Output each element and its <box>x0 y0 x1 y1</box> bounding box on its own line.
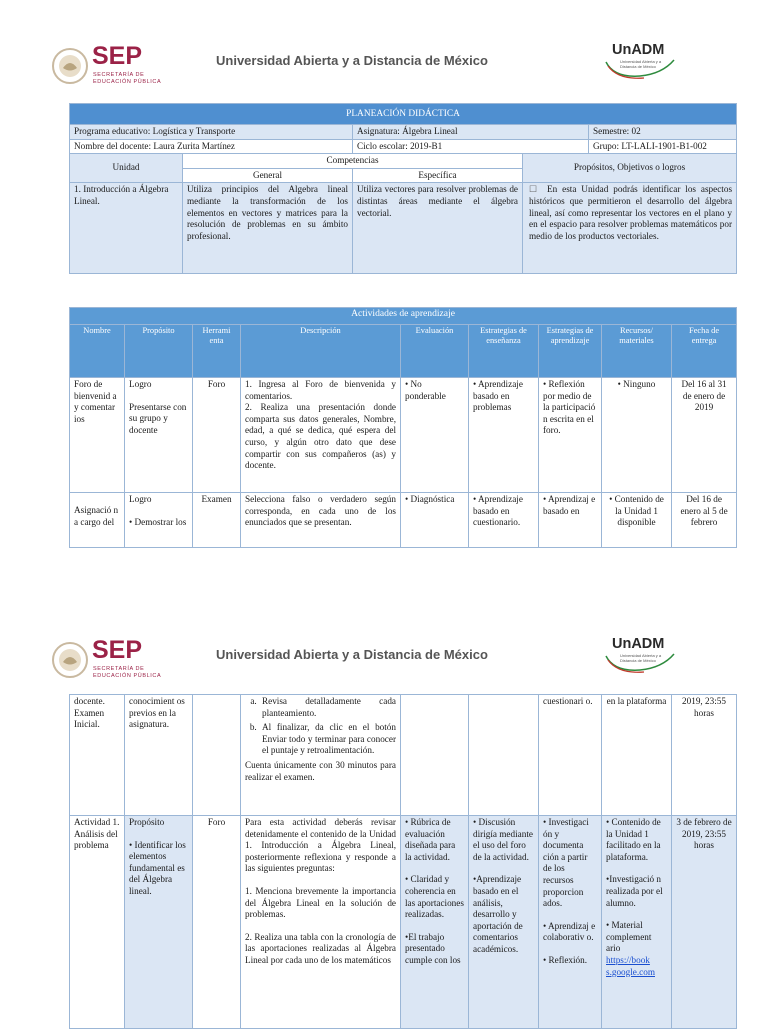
row2c-nombre: docente. Examen Inicial. <box>70 695 125 816</box>
asignatura-cell: Asignatura: Álgebra Lineal <box>353 125 589 140</box>
competencias-header: Competencias <box>183 154 523 169</box>
especifica-value: Utiliza vectores para resolver problemas de distintas áreas mediante el álgebra vectorial. <box>353 183 523 274</box>
row1-herramienta: Foro <box>193 378 241 493</box>
row2c-evaluacion <box>401 695 469 816</box>
row3-desc-1: Para esta actividad deberás revisar detenidamente el contenido de la Unidad 1. Introducción a Álgebra Lineal, posteriormente reflexiona y responde a las siguientes preguntas: <box>245 817 396 874</box>
row3-eval-2: • Claridad y coherencia en las aportaciones realizadas. <box>405 874 464 920</box>
row3-rec-3: • Material complement ario <box>606 920 652 954</box>
col-estrategias-aprendizaje: Estrategias de aprendizaje <box>539 325 602 378</box>
row2-herramienta: Examen <box>193 493 241 548</box>
unidad-value: 1. Introducción a Álgebra Lineal. <box>70 183 183 274</box>
row3-ens <box>469 816 539 1029</box>
mexico-coat-of-arms-icon <box>50 640 90 680</box>
row3-ens-1: • Discusión dirigía mediante el uso del foro de la actividad. <box>473 817 533 862</box>
row2c-desc-a: a. Revisa detalladamente cada planteamiento. <box>259 696 396 719</box>
especifica-header: Específica <box>353 168 523 183</box>
sep-sub-line-2: EDUCACIÓN PÚBLICA <box>93 79 162 85</box>
unadm-subtitle: Universidad Abierta y a Distancia de México <box>620 653 662 663</box>
row3-eval-1: • Rúbrica de evaluación diseñada para la actividad. <box>405 817 456 862</box>
row2-evaluacion: • Diagnóstica <box>401 493 469 548</box>
grupo-cell: Grupo: LT-LALI-1901-B1-002 <box>589 139 737 154</box>
university-title: Universidad Abierta y a Distancia de México <box>216 647 488 662</box>
unadm-logo <box>600 42 680 88</box>
row3-recursos <box>602 816 672 1029</box>
row2-proposito-label: Logro <box>129 494 152 504</box>
row1-evaluacion: • No ponderable <box>401 378 469 493</box>
col-descripcion: Descripción <box>241 325 401 378</box>
unadm-swoosh-icon <box>604 650 676 674</box>
row2-proposito <box>125 493 193 548</box>
row2-nombre-text: Asignació n a cargo del <box>74 505 119 527</box>
row1-recursos: • Ninguno <box>602 378 672 493</box>
sep-sub-line-2: EDUCACIÓN PÚBLICA <box>93 673 162 679</box>
row1-nombre: Foro de bienvenid a y comentar ios <box>70 378 125 493</box>
row3-rec-2: •Investigació n realizada por el alumno. <box>606 874 663 908</box>
row1-apr: • Reflexión por medio de la participació n escrita en el foro. <box>539 378 602 493</box>
row3-apr-3: • Reflexión. <box>543 954 588 965</box>
row2c-descripcion <box>241 695 401 816</box>
row2-proposito-text: • Demostrar los <box>129 516 187 527</box>
sep-wordmark: SEP <box>92 42 143 70</box>
planeacion-table <box>69 103 737 274</box>
unadm-logo <box>600 636 680 682</box>
row2-ens: • Aprendizaje basado en cuestionario. <box>469 493 539 548</box>
col-herramienta: Herrami enta <box>193 325 241 378</box>
row2c-desc-b: b. Al finalizar, da clic en el botón Enviar todo y terminar para conocer el puntaje y retroalimentación. <box>259 722 396 757</box>
general-value: Utiliza principios del Algebra lineal mediante la transformación de los elementos en vectores y matrices para la resolución de problemas en su ámbito profesional. <box>183 183 353 274</box>
unadm-swoosh-icon <box>604 56 676 80</box>
row1-ens: • Aprendizaje basado en problemas <box>469 378 539 493</box>
sep-wordmark: SEP <box>92 636 143 664</box>
row2-fecha: Del 16 de enero al 5 de febrero <box>672 493 737 548</box>
docente-cell: Nombre del docente: Laura Zurita Martínez <box>70 139 353 154</box>
planeacion-title: PLANEACIÓN DIDÁCTICA <box>70 104 737 125</box>
row2c-proposito: conocimient os previos en la asignatura. <box>125 695 193 816</box>
sep-logo <box>50 636 170 686</box>
row3-proposito-label: Propósito <box>129 817 165 827</box>
actividades-table-continued <box>69 694 737 1029</box>
row3-proposito <box>125 816 193 1029</box>
table-row <box>70 695 737 816</box>
row1-fecha: Del 16 al 31 de enero de 2019 <box>672 378 737 493</box>
row3-desc-3: 2. Realiza una tabla con la cronología de las aportaciones realizadas al Álgebra Lineal por cada uno de los matemáticos <box>245 931 396 965</box>
row3-proposito-text: • Identificar los elementos fundamental es del Álgebra lineal. <box>129 839 186 896</box>
propositos-text: En esta Unidad podrás identificar los aspectos históricos que permitieron el desarrollo del álgebra lineal, así como representar los vectores en el plano y en el espacio para resolver problemas matemáticos por medio de los productos vectoriales. <box>529 184 733 241</box>
sep-logo <box>50 42 170 92</box>
row3-rec-1: • Contenido de la Unidad 1 facilitado en la plataforma. <box>606 817 661 862</box>
row2c-desc-c: Cuenta únicamente con 30 minutos para realizar el examen. <box>245 759 396 782</box>
col-recursos: Recursos/ materiales <box>602 325 672 378</box>
checkbox-icon: ☐ <box>529 184 548 195</box>
unadm-wordmark: UnADM <box>612 42 665 58</box>
col-estrategias-ensenanza: Estrategias de enseñanza <box>469 325 539 378</box>
propositos-header: Propósitos, Objetivos o logros <box>523 154 737 183</box>
unidad-header: Unidad <box>70 154 183 183</box>
sep-sub-line-1: SECRETARÍA DE <box>93 666 145 672</box>
row3-apr-1: • Investigaci ón y documenta ción a partir de los recursos proporcion ados. <box>543 817 589 909</box>
row3-desc-2: 1. Menciona brevemente la importancia del Álgebra Lineal en la solución de problemas. <box>245 885 396 920</box>
row1-descripcion <box>241 378 401 493</box>
programa-cell: Programa educativo: Logística y Transporte <box>70 125 353 140</box>
row2-recursos: • Contenido de la Unidad 1 disponible <box>602 493 672 548</box>
row3-descripcion <box>241 816 401 1029</box>
general-header: General <box>183 168 353 183</box>
col-evaluacion: Evaluación <box>401 325 469 378</box>
row2-apr: • Aprendizaj e basado en <box>539 493 602 548</box>
propositos-value <box>523 183 737 274</box>
col-proposito: Propósito <box>125 325 193 378</box>
row2c-ens <box>469 695 539 816</box>
row2c-fecha: 2019, 23:55 horas <box>672 695 737 816</box>
unadm-subtitle: Universidad Abierta y a Distancia de México <box>620 59 662 69</box>
row1-desc-2: 2. Realiza una presentación donde comparta sus datos generales, Nombre, edad, a qué se dedica, qué espera del curso, y algún otro dato que dese compartir con sus compañeros (as) y docente. <box>245 402 396 471</box>
row3-fecha: 3 de febrero de 2019, 23:55 horas <box>672 816 737 1029</box>
actividades-title: Actividades de aprendizaje <box>70 308 737 325</box>
col-fecha: Fecha de entrega <box>672 325 737 378</box>
row1-proposito <box>125 378 193 493</box>
row1-proposito-text: Presentarse con su grupo y docente <box>129 401 187 435</box>
col-nombre: Nombre <box>70 325 125 378</box>
university-title: Universidad Abierta y a Distancia de México <box>216 53 488 68</box>
row3-ens-2: •Aprendizaje basado en el análisis, desarrollo y aportación de comentarios académicos. <box>473 874 523 954</box>
actividades-table <box>69 307 737 548</box>
row3-apr-2: • Aprendizaj e colaborativ o. <box>543 920 596 943</box>
row2-nombre <box>70 493 125 548</box>
table-row <box>70 378 737 493</box>
row3-herramienta: Foro <box>193 816 241 1029</box>
row2c-apr: cuestionari o. <box>539 695 602 816</box>
row3-evaluacion <box>401 816 469 1029</box>
row3-eval-3: •El trabajo presentado cumple con los <box>405 931 461 965</box>
unadm-wordmark: UnADM <box>612 636 665 652</box>
row3-apr <box>539 816 602 1029</box>
ciclo-cell: Ciclo escolar: 2019-B1 <box>353 139 589 154</box>
semestre-cell: Semestre: 02 <box>589 125 737 140</box>
row1-desc-1: 1. Ingresa al Foro de bienvenida y comentarios. <box>245 379 396 401</box>
row3-nombre: Actividad 1. Análisis del problema <box>70 816 125 1029</box>
books-google-link[interactable]: https://book s.google.com <box>606 954 655 977</box>
table-row <box>70 816 737 1029</box>
row2-descripcion: Selecciona falso o verdadero según corresponda, en cada uno de los enunciados que se presentan. <box>241 493 401 548</box>
sep-sub-line-1: SECRETARÍA DE <box>93 72 145 78</box>
table-row <box>70 493 737 548</box>
row2c-recursos: en la plataforma <box>602 695 672 816</box>
mexico-coat-of-arms-icon <box>50 46 90 86</box>
row1-proposito-label: Logro <box>129 379 152 389</box>
row2c-herramienta <box>193 695 241 816</box>
